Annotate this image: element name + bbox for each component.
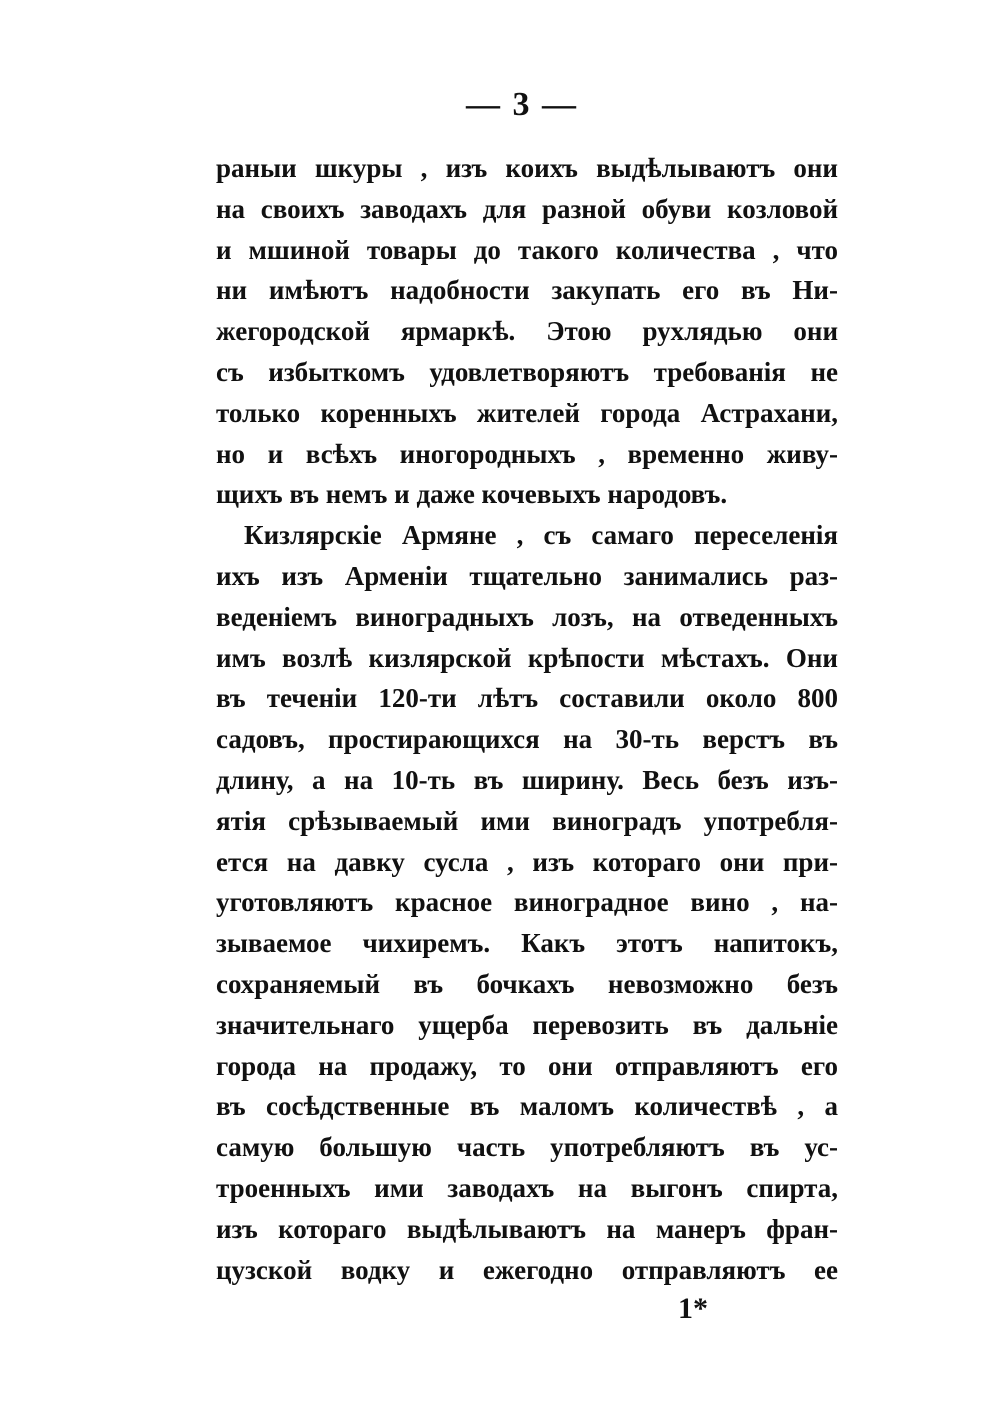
page-number: — 3 — xyxy=(466,86,578,123)
text-line: значительнаго ущерба перевозить въ дальніе xyxy=(216,1009,838,1040)
text-line: но и всѣхъ иногородныхъ , временно живу- xyxy=(216,438,838,469)
text-line: въ сосѣдственные въ маломъ количествѣ , а xyxy=(216,1091,838,1122)
text-line: цузской водку и ежегодно отправляютъ ее xyxy=(216,1254,838,1285)
text-line: имъ возлѣ кизлярской крѣпости мѣстахъ. Они xyxy=(216,642,838,673)
text-line: Кизлярскіе Армяне , съ самаго переселенія xyxy=(244,520,838,551)
text-line: щихъ въ немъ и даже кочевыхъ народовъ. xyxy=(216,479,728,510)
text-line: сохраняемый въ бочкахъ невозможно безъ xyxy=(216,968,838,999)
text-line: зываемое чихиремъ. Какъ этотъ напитокъ, xyxy=(216,928,838,959)
text-line: въ теченіи 120-ти лѣтъ составили около 800 xyxy=(216,683,838,714)
text-line: самую большую часть употребляютъ въ ус- xyxy=(216,1132,838,1163)
text-line: уготовляютъ красное виноградное вино , на- xyxy=(216,887,838,918)
text-line: ятія срѣзываемый ими виноградъ употребля- xyxy=(216,805,838,836)
text-line: раныи шкуры , изъ коихъ выдѣлываютъ они xyxy=(216,153,838,183)
text-line: ни имѣютъ надобности закупать его въ Ни- xyxy=(216,275,838,306)
text-line: только коренныхъ жителей города Астрахани, xyxy=(216,397,838,428)
text-line: и мшиной товары до такого количества , что xyxy=(216,234,838,265)
text-line: съ избыткомъ удовлетворяютъ требованія не xyxy=(216,356,838,387)
text-line: на своихъ заводахъ для разной обуви козловой xyxy=(216,193,838,224)
text-line: ихъ изъ Арменіи тщательно занимались раз- xyxy=(216,560,838,591)
text-line: ется на давку сусла , изъ котораго они при- xyxy=(216,846,838,877)
text-line: троенныхъ ими заводахъ на выгонъ спирта, xyxy=(216,1172,838,1203)
text-line: веденіемъ виноградныхъ лозъ, на отведенныхъ xyxy=(216,601,838,632)
text-line: садовъ, простирающихся на 30-ть верстъ въ xyxy=(216,724,838,755)
text-line: жегородской ярмаркѣ. Этою рухлядью они xyxy=(216,316,838,347)
text-line: города на продажу, то они отправляютъ его xyxy=(216,1050,838,1081)
body-text xyxy=(216,148,838,1290)
signature-mark: 1* xyxy=(678,1292,708,1325)
text-line: изъ котораго выдѣлываютъ на манеръ фран- xyxy=(216,1213,838,1244)
text-line: длину, а на 10-ть въ ширину. Весь безъ изъ- xyxy=(216,764,838,795)
